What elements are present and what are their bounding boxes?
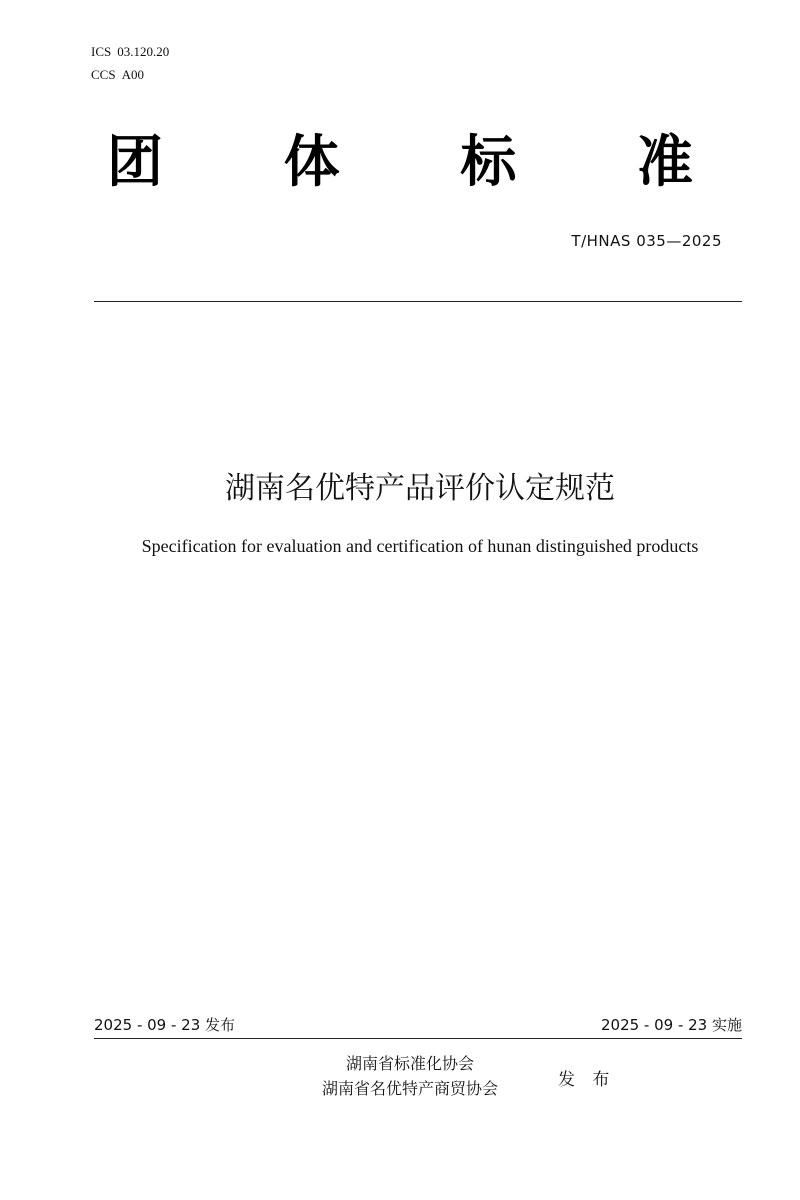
ccs-line bbox=[91, 63, 169, 86]
ccs-code: A00 bbox=[121, 67, 144, 82]
top-divider bbox=[94, 301, 742, 302]
publish-label: 发 布 bbox=[558, 1070, 616, 1090]
classification-codes bbox=[91, 40, 169, 86]
doc-type-char: 体 bbox=[283, 130, 340, 195]
publisher-name: 湖南省标准化协会 bbox=[345, 1054, 474, 1073]
doc-type-char: 准 bbox=[636, 130, 693, 195]
ics-code: 03.120.20 bbox=[117, 44, 170, 59]
english-title: Specification for evaluation and certification of hunan distinguished products bbox=[141, 536, 699, 556]
standard-number: T/HNAS 035—2025 bbox=[571, 232, 722, 250]
publisher-list bbox=[300, 1051, 520, 1101]
doc-type-char: 标 bbox=[460, 130, 517, 195]
chinese-title: 湖南名优特产品评价认定规范 bbox=[225, 471, 615, 506]
publisher-name: 湖南省名优特产商贸协会 bbox=[321, 1079, 498, 1098]
ccs-label: CCS bbox=[91, 67, 116, 82]
doc-type-char: 团 bbox=[107, 130, 163, 195]
release-date: 2025 - 09 - 23 发布 bbox=[94, 1016, 236, 1034]
document-type-heading bbox=[90, 118, 710, 198]
ics-label: ICS bbox=[91, 44, 112, 59]
bottom-divider bbox=[94, 1038, 742, 1039]
effective-date: 2025 - 09 - 23 实施 bbox=[600, 1016, 742, 1034]
ics-line bbox=[91, 40, 169, 63]
